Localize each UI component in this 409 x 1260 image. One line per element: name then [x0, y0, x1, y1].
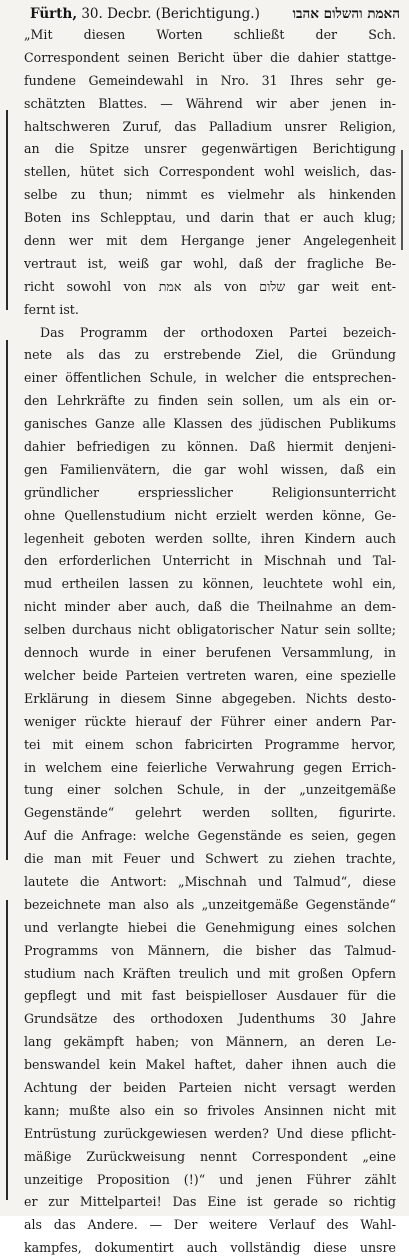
text-line: ganisches Ganze alle Klassen des jüdischen Publikums: [24, 416, 396, 432]
text-line: gründlicher erspriesslicher Religionsunterricht: [24, 484, 396, 500]
text-line: kampfes, dokumentirt auch vollständig diese unsre: [24, 1240, 396, 1256]
text-line: Achtung der beiden Parteien nicht versagt werden: [24, 1079, 396, 1095]
article-body: [24, 24, 396, 1260]
text-line: fernt ist.: [24, 301, 79, 317]
text-line: an die Spitze unsrer gegenwärtigen Berichtigung: [24, 141, 396, 157]
text-line: weniger rückte hierauf der Führer einer andern Par-: [24, 713, 396, 729]
text-line: ohne Quellenstudium nicht erzielt werden könne, Ge-: [24, 507, 396, 523]
text-line: „Mit diesen Worten schließt der Sch.: [24, 27, 396, 42]
text-line: Auf die Anfrage: welche Gegenstände es seien, gegen: [24, 828, 396, 844]
text-line: in welchem eine feierliche Verwahrung gegen Errich-: [24, 759, 396, 775]
header-note: (Berichtigung.): [155, 6, 260, 22]
header-date: 30. Decbr.: [81, 6, 152, 22]
text-line: nicht minder aber auch, daß die Theilnahme an dem-: [24, 599, 396, 615]
text-line: mäßige Zurückweisung nennt Correspondent „eine: [24, 1148, 396, 1164]
text-line: den Lehrkräfte zu finden sein sollen, um als ein or-: [24, 393, 396, 409]
text-line: tung einer solchen Schule, in der „unzeitgemäße: [24, 782, 396, 798]
header-hebrew-title: האמת והשלום אהבו: [292, 6, 400, 22]
text-line: stellen, hütet sich Correspondent wohl weislich, das-: [24, 164, 396, 180]
text-line: nete als das zu erstrebende Ziel, die Gründung: [24, 347, 396, 363]
text-line: welcher beide Parteien vertreten waren, eine spezielle: [24, 667, 396, 683]
text-line: Erklärung in diesem Sinne abgegeben. Nichts desto-: [24, 690, 396, 706]
left-column-rule: [6, 110, 8, 310]
text-line: bezeichnete man also als „unzeitgemäße Gegenstände“: [24, 896, 396, 912]
text-line: fundene Gemeindewahl in Nro. 31 Ihres sehr ge-: [24, 72, 396, 88]
text-line: als das Andere. — Der weitere Verlauf des Wahl-: [24, 1217, 396, 1233]
text-line: dennoch wurde in einer berufenen Versammlung, in: [24, 645, 396, 661]
text-line: studium nach Kräften treulich und mit großen Opfern: [24, 965, 396, 981]
text-line: selben durchaus nicht obligatorischer Natur sein sollte;: [24, 622, 396, 638]
text-line: kann; mußte also ein so frivoles Ansinnen nicht mit: [24, 1102, 396, 1118]
header-place: Fürth,: [30, 6, 78, 22]
text-line: unzeitige Proposition (!)“ und jenen Führer zählt: [24, 1171, 396, 1187]
text-line: legenheit geboten werden sollte, ihren Kindern auch: [24, 530, 396, 546]
text-line: und verlangte hiebei die Genehmigung eines solchen: [24, 919, 396, 935]
text-line: Boten ins Schlepptau, und darin that er auch klug;: [24, 210, 396, 226]
text-line: lang gekämpft haben; von Männern, an deren Le-: [24, 1034, 396, 1050]
text-line: Programms von Männern, die bisher das Talmud-: [24, 942, 396, 958]
text-line: gepflegt und mit fast beispielloser Ausdauer für die: [24, 988, 396, 1004]
text-line: Entrüstung zurückgewiesen werden? Und diese pflicht-: [24, 1125, 396, 1141]
text-line: Grundsätze des orthodoxen Judenthums 30 Jahre: [24, 1011, 396, 1027]
text-line: gen Familienvätern, die gar wohl wissen, daß ein: [24, 461, 396, 477]
text-line: denn wer mit dem Hergange jener Angelegenheit: [24, 233, 396, 249]
text-line: lautete die Antwort: „Mischnah und Talmud“, diese: [24, 873, 396, 889]
article-header: [30, 4, 400, 24]
text-line: er zur Mittelpartei! Das Eine ist gerade so richtig: [24, 1194, 396, 1210]
text-line: mud ertheilen lassen zu können, leuchtete wohl ein,: [24, 576, 396, 592]
left-column-rule: [6, 900, 8, 1200]
text-line: Gegenstände“ gelehrt werden sollten, figurirte.: [24, 805, 396, 821]
text-line: die man mit Feuer und Schwert zu ziehen trachte,: [24, 851, 396, 867]
text-line: richt sowohl von אמת als von שלום gar weit ent-: [24, 278, 396, 294]
text-line: selbe zu thun; nimmt es vielmehr als hinkenden: [24, 187, 396, 203]
text-line: benswandel kein Makel haftet, daher ihnen auch die: [24, 1057, 396, 1073]
text-line: haltschweren Zuruf, das Palladium unsrer Religion,: [24, 118, 396, 134]
left-column-rule: [6, 340, 8, 860]
text-line: einer öffentlichen Schule, in welcher die entsprechen-: [24, 370, 396, 386]
text-line: Correspondent seinen Bericht über die dahier stattge-: [24, 49, 396, 65]
right-column-rule: [401, 150, 403, 250]
text-line: Das Programm der orthodoxen Partei bezeich-: [40, 324, 396, 340]
text-line: dahier befriedigen zu können. Daß hiermit denjeni-: [24, 439, 396, 455]
text-line: vertraut ist, weiß gar wohl, daß der fragliche Be-: [24, 255, 396, 271]
text-line: schätzten Blattes. — Während wir aber jenen in-: [24, 95, 396, 111]
text-line: tei mit einem schon fabricirten Programme hervor,: [24, 736, 396, 752]
text-line: den erforderlichen Unterricht in Mischnah und Tal-: [24, 553, 396, 569]
